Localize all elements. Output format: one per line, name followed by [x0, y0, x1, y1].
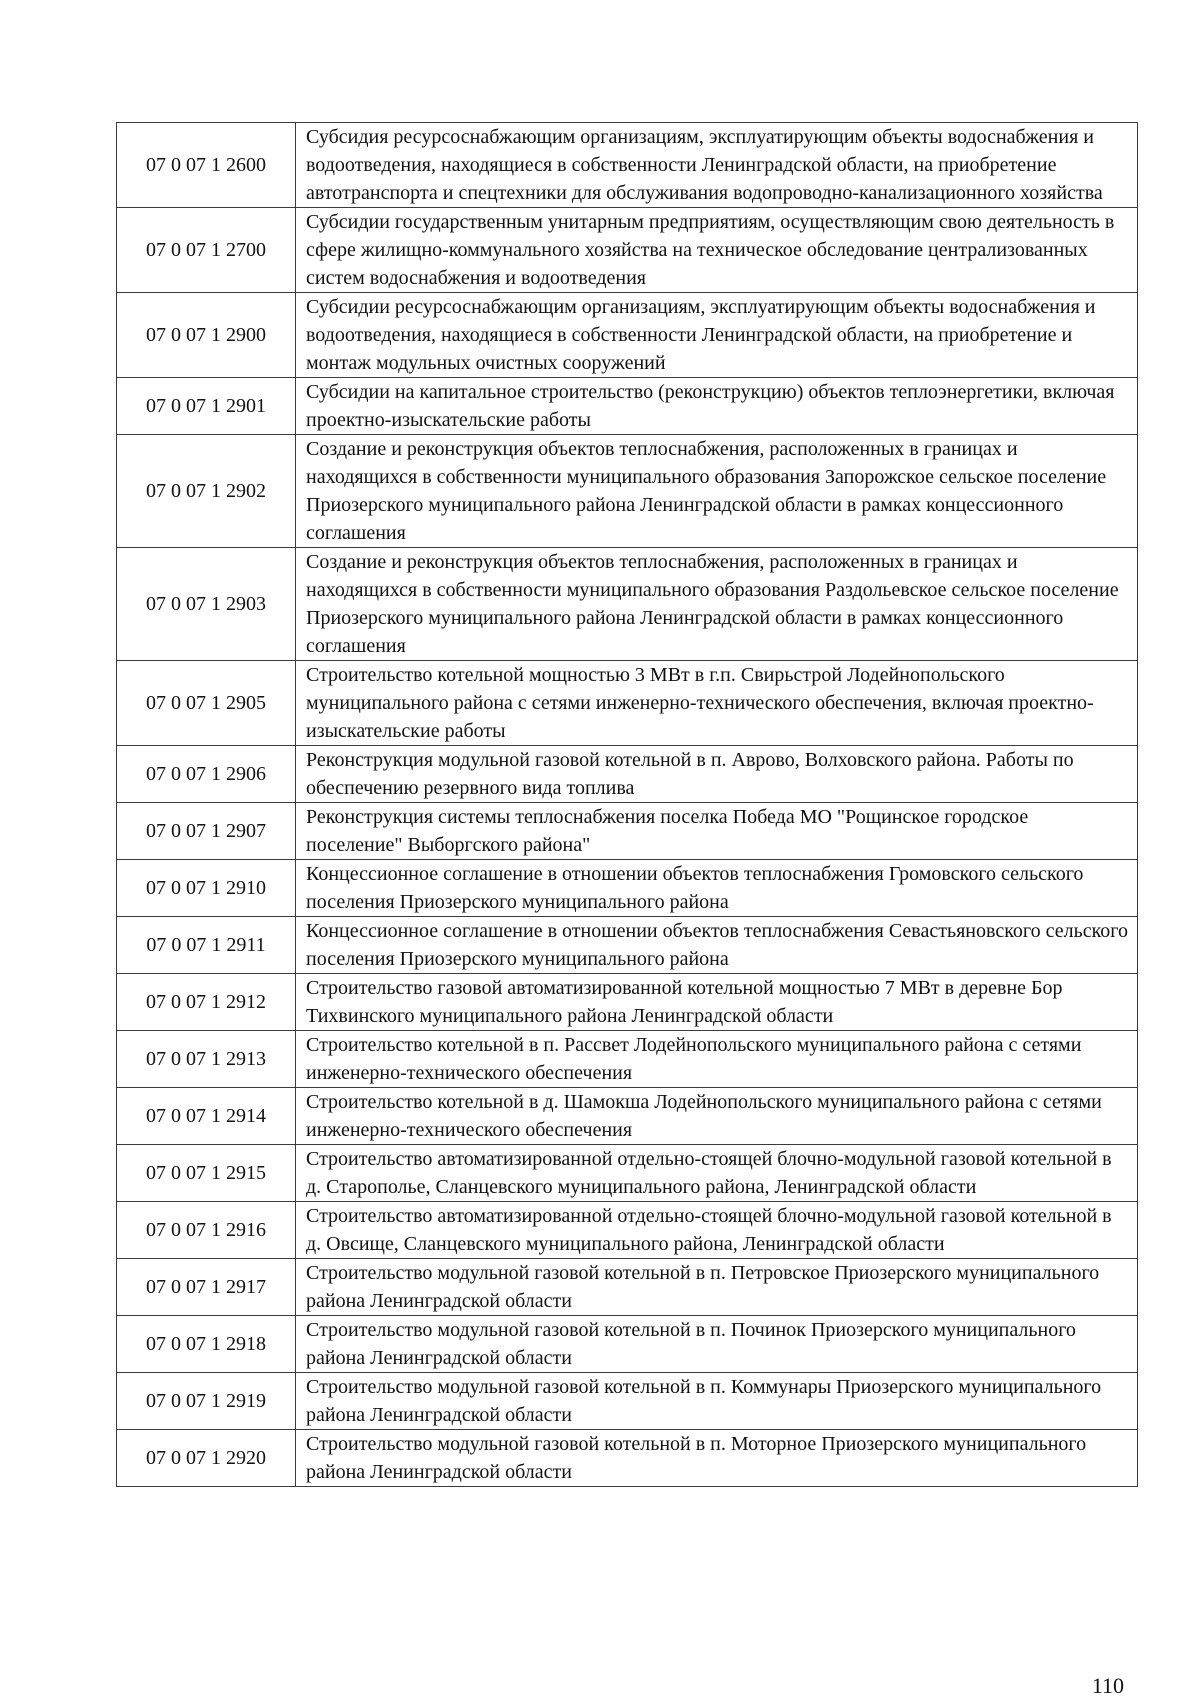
row-code: 07 0 07 1 2600 [117, 123, 296, 208]
row-code: 07 0 07 1 2907 [117, 803, 296, 860]
row-code: 07 0 07 1 2912 [117, 974, 296, 1031]
row-description: Концессионное соглашение в отношении объектов теплоснабжения Севастьяновского сельского поселения Приозерского муниципального района [296, 917, 1138, 974]
row-description: Субсидии государственным унитарным предприятиям, осуществляющим свою деятельность в сфере жилищно-коммунального хозяйства на техническое обследование централизованных систем водоснабжения и водоотведения [296, 208, 1138, 293]
row-description: Строительство котельной в п. Рассвет Лодейнопольского муниципального района с сетями инженерно-технического обеспечения [296, 1031, 1138, 1088]
row-code: 07 0 07 1 2920 [117, 1430, 296, 1487]
row-description: Строительство автоматизированной отдельно-стоящей блочно-модульной газовой котельной в д. Овсище, Сланцевского муниципального района, Ленинградской области [296, 1202, 1138, 1259]
table-row [117, 917, 1138, 974]
table-row [117, 548, 1138, 661]
row-code: 07 0 07 1 2915 [117, 1145, 296, 1202]
row-code: 07 0 07 1 2910 [117, 860, 296, 917]
row-description: Строительство котельной в д. Шамокша Лодейнопольского муниципального района с сетями инженерно-технического обеспечения [296, 1088, 1138, 1145]
row-code: 07 0 07 1 2902 [117, 435, 296, 548]
table-row [117, 1202, 1138, 1259]
row-description: Строительство модульной газовой котельной в п. Починок Приозерского муниципального района Ленинградской области [296, 1316, 1138, 1373]
row-code: 07 0 07 1 2903 [117, 548, 296, 661]
table-row [117, 1316, 1138, 1373]
row-description: Строительство модульной газовой котельной в п. Петровское Приозерского муниципального района Ленинградской области [296, 1259, 1138, 1316]
table-row [117, 1373, 1138, 1430]
row-code: 07 0 07 1 2916 [117, 1202, 296, 1259]
row-code: 07 0 07 1 2905 [117, 661, 296, 746]
table-row [117, 974, 1138, 1031]
table-row [117, 435, 1138, 548]
table-row [117, 1259, 1138, 1316]
row-code: 07 0 07 1 2917 [117, 1259, 296, 1316]
row-description: Концессионное соглашение в отношении объектов теплоснабжения Громовского сельского поселения Приозерского муниципального района [296, 860, 1138, 917]
table-row [117, 1088, 1138, 1145]
row-code: 07 0 07 1 2906 [117, 746, 296, 803]
row-code: 07 0 07 1 2700 [117, 208, 296, 293]
table-body [117, 123, 1138, 1487]
row-code: 07 0 07 1 2918 [117, 1316, 296, 1373]
row-code: 07 0 07 1 2919 [117, 1373, 296, 1430]
row-description: Создание и реконструкция объектов теплоснабжения, расположенных в границах и находящихся в собственности муниципального образования Запорожское сельское поселение Приозерского муниципального района Ленинградской области в рамках концессионного соглашения [296, 435, 1138, 548]
table-row [117, 123, 1138, 208]
row-description: Субсидия ресурсоснабжающим организациям, эксплуатирующим объекты водоснабжения и водоотведения, находящиеся в собственности Ленинградской области, на приобретение автотранспорта и спецтехники для обслуживания водопроводно-канализационного хозяйства [296, 123, 1138, 208]
row-code: 07 0 07 1 2911 [117, 917, 296, 974]
table-row [117, 1430, 1138, 1487]
row-description: Реконструкция модульной газовой котельной в п. Аврово, Волховского района. Работы по обеспечению резервного вида топлива [296, 746, 1138, 803]
row-description: Строительство газовой автоматизированной котельной мощностью 7 МВт в деревне Бор Тихвинского муниципального района Ленинградской области [296, 974, 1138, 1031]
row-description: Субсидии ресурсоснабжающим организациям, эксплуатирующим объекты водоснабжения и водоотведения, находящиеся в собственности Ленинградской области, на приобретение и монтаж модульных очистных сооружений [296, 293, 1138, 378]
row-code: 07 0 07 1 2914 [117, 1088, 296, 1145]
budget-codes-table [116, 122, 1138, 1487]
table-row [117, 860, 1138, 917]
row-description: Строительство модульной газовой котельной в п. Моторное Приозерского муниципального района Ленинградской области [296, 1430, 1138, 1487]
table-row [117, 746, 1138, 803]
table-row [117, 1145, 1138, 1202]
table-row [117, 661, 1138, 746]
table-row [117, 208, 1138, 293]
table-row [117, 378, 1138, 435]
row-code: 07 0 07 1 2901 [117, 378, 296, 435]
table-row [117, 803, 1138, 860]
row-description: Реконструкция системы теплоснабжения поселка Победа МО "Рощинское городское поселение" Выборгского района" [296, 803, 1138, 860]
row-code: 07 0 07 1 2913 [117, 1031, 296, 1088]
table-row [117, 293, 1138, 378]
table-row [117, 1031, 1138, 1088]
page-number: 110 [1091, 1673, 1124, 1698]
row-code: 07 0 07 1 2900 [117, 293, 296, 378]
row-description: Создание и реконструкция объектов теплоснабжения, расположенных в границах и находящихся в собственности муниципального образования Раздольевское сельское поселение Приозерского муниципального района Ленинградской области в рамках концессионного соглашения [296, 548, 1138, 661]
row-description: Строительство модульной газовой котельной в п. Коммунары Приозерского муниципального района Ленинградской области [296, 1373, 1138, 1430]
row-description: Субсидии на капитальное строительство (реконструкцию) объектов теплоэнергетики, включая проектно-изыскательские работы [296, 378, 1138, 435]
row-description: Строительство котельной мощностью 3 МВт в г.п. Свирьстрой Лодейнопольского муниципального района с сетями инженерно-технического обеспечения, включая проектно-изыскательские работы [296, 661, 1138, 746]
row-description: Строительство автоматизированной отдельно-стоящей блочно-модульной газовой котельной в д. Старополье, Сланцевского муниципального района, Ленинградской области [296, 1145, 1138, 1202]
